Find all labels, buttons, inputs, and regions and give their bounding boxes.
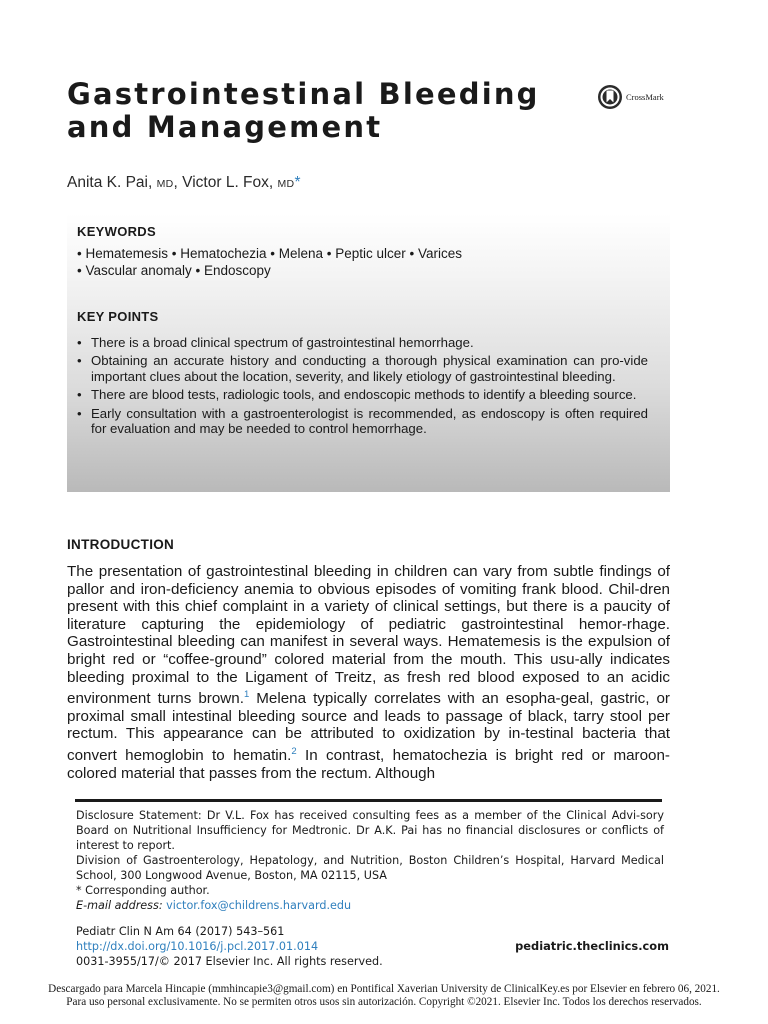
reference-link-2[interactable]: 2 <box>291 746 297 757</box>
key-point-text: There are blood tests, radiologic tools, and endoscopic methods to identify a bleeding source. <box>91 387 637 403</box>
key-point-item <box>77 335 648 350</box>
keywords-keypoints-box <box>67 214 670 492</box>
email-line <box>76 898 664 913</box>
key-point-text: There is a broad clinical spectrum of gastrointestinal hemorrhage. <box>91 335 474 350</box>
key-points-list <box>77 335 648 439</box>
journal-website[interactable]: pediatric.theclinics.com <box>515 939 669 953</box>
email-label: E-mail address: <box>76 899 163 912</box>
bullet-icon: • <box>77 353 82 369</box>
intro-text-part-3: In contrast, hematochezia is bright red or maroon-colored material that passes from the rectum. Although <box>67 747 670 782</box>
corresponding-author-link[interactable]: * <box>294 174 301 191</box>
corresponding-author-note: * Corresponding author. <box>76 884 210 897</box>
bullet-icon: • <box>77 405 82 421</box>
doi-link[interactable]: http://dx.doi.org/10.1016/j.pcl.2017.01.014 <box>76 940 319 953</box>
author-2-name: Victor L. Fox, <box>182 174 278 191</box>
keywords-line-2: • Vascular anomaly • Endoscopy <box>77 263 271 278</box>
author-1-degree: MD <box>156 178 174 190</box>
journal-reference: Pediatr Clin N Am 64 (2017) 543–561 <box>76 925 285 938</box>
author-line <box>67 174 301 192</box>
key-point-text: Obtaining an accurate history and conducting a thorough physical examination can pro-vide important clues about the location, severity, and likely etiology of gastrointestinal bleeding. <box>91 353 648 384</box>
introduction-heading: INTRODUCTION <box>67 537 175 552</box>
disclosure-statement: Disclosure Statement: Dr V.L. Fox has received consulting fees as a member of the Clinical Advi-sory Board on Nutritional Insufficiency for Medtronic. Dr A.K. Pai has no financial disclosures or conflicts of interest to report. <box>76 809 664 852</box>
keywords-heading: KEYWORDS <box>77 224 156 239</box>
key-points-heading: KEY POINTS <box>77 309 159 324</box>
crossmark-label: CrossMark <box>626 92 664 102</box>
issn-copyright: 0031-3955/17/© 2017 Elsevier Inc. All rights reserved. <box>76 955 383 968</box>
intro-text-part-2: Melena typically correlates with an esopha-geal, gastric, or proximal small intestinal bleeding source and leads to passage of black, tarry stool per rectum. This appearance can be attributed to oxidization by in-testinal bacteria that convert hemoglobin to hematin. <box>67 690 670 765</box>
keywords-line-1: • Hematemesis • Hematochezia • Melena • Peptic ulcer • Varices <box>77 246 463 261</box>
key-point-item <box>77 353 648 384</box>
title-line-1: Gastrointestinal Bleeding <box>67 77 540 111</box>
key-point-item <box>77 387 648 402</box>
email-link[interactable]: victor.fox@childrens.harvard.edu <box>166 899 352 912</box>
crossmark-badge[interactable] <box>597 84 664 110</box>
author-1-name: Anita K. Pai, <box>67 174 157 191</box>
title-line-2: and Management <box>67 110 383 144</box>
author-separator: , <box>173 174 183 191</box>
download-notice: Descargado para Marcela Hincapie (mmhincapie3@gmail.com) en Pontifical Xaverian University de ClinicalKey.es por Elsevier en febrero 06, 2021. Para uso personal exclusivamente. No se permiten otros usos sin autorización. Copyright ©2021. Elsevier Inc. Todos los derechos reservados. <box>48 983 720 1008</box>
affiliation: Division of Gastroenterology, Hepatology, and Nutrition, Boston Children’s Hospital, Harvard Medical School, 300 Longwood Avenue, Boston, MA 02115, USA <box>76 854 664 882</box>
crossmark-icon <box>597 84 623 110</box>
reference-link-1[interactable]: 1 <box>243 689 250 701</box>
footnotes <box>76 808 664 913</box>
intro-text-part-1: The presentation of gastrointestinal bleeding in children can vary from subtle findings of pallor and iron-deficiency anemia to obvious episodes of vomiting frank blood. Chil-dren present with this chief complaint in a variety of clinical settings, but there is a paucity of literature capturing the epidemiology of pediatric gastrointestinal hemor-rhage. Gastrointestinal bleeding can manifest in several ways. Hematemesis is the expulsion of bright red or “coffee-ground” colored material from the mouth. This usu-ally indicates bleeding proximal to the Ligament of Treitz, as fresh red blood exposed to an acidic environment turns brown. <box>67 563 670 708</box>
bullet-icon: • <box>77 335 82 350</box>
key-point-text: Early consultation with a gastroenterologist is recommended, as endoscopy is often required for evaluation and may be needed to control hemorrhage. <box>91 405 648 437</box>
footnote-divider <box>75 799 662 802</box>
article-title <box>67 78 540 144</box>
key-point-item <box>77 406 648 437</box>
author-2-degree: MD <box>277 178 295 190</box>
introduction-paragraph <box>67 563 670 782</box>
bullet-icon: • <box>77 387 82 403</box>
